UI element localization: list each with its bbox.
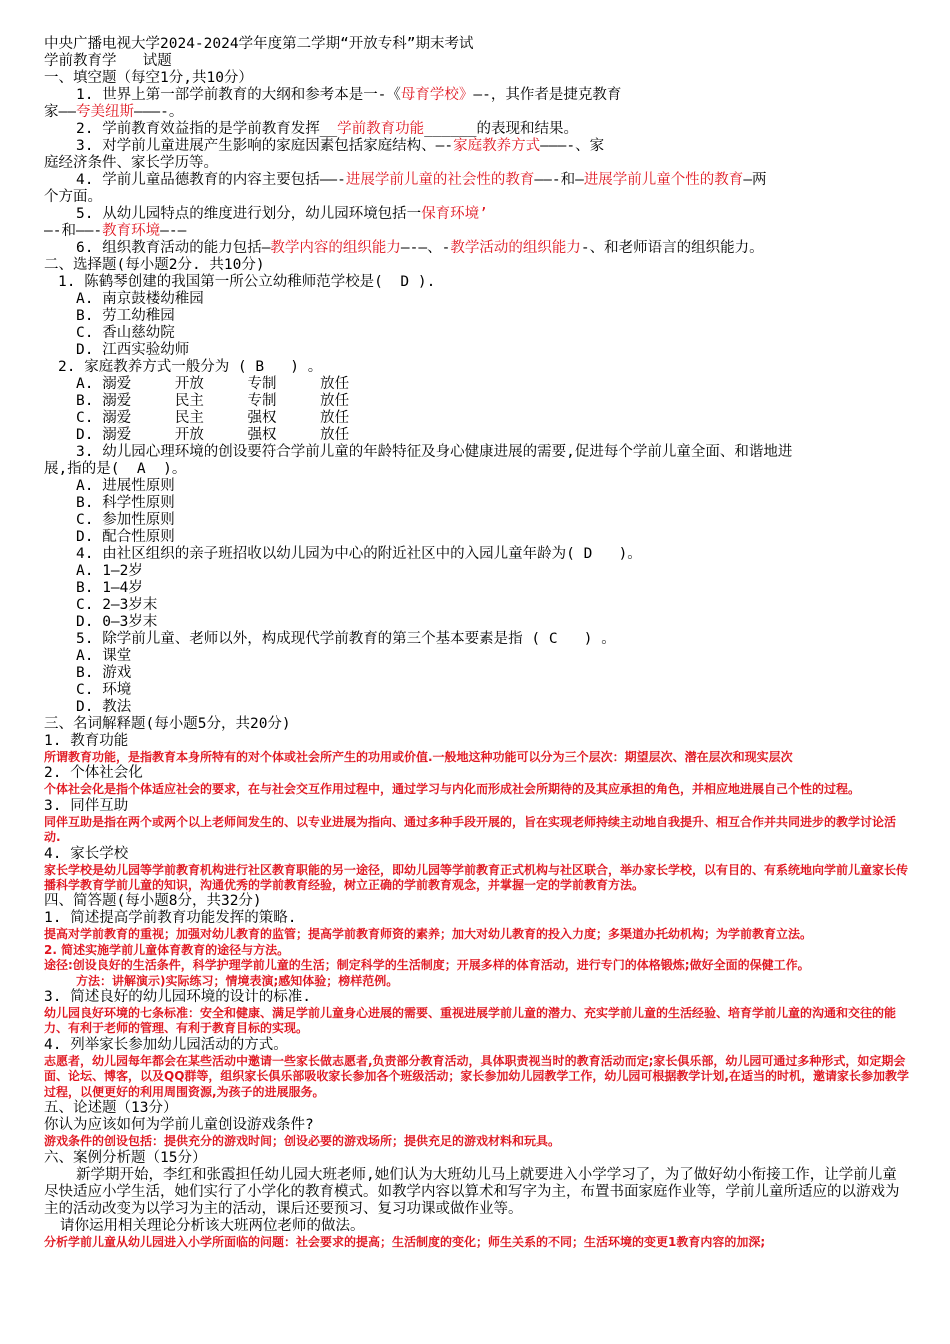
choice-q4: 4. 由社区组织的亲子班招收以幼儿园为中心的附近社区中的入园儿童年龄为( D )。: [76, 546, 642, 562]
case-answer: 分析学前儿童从幼儿园进入小学所面临的问题：社会要求的提高；生活制度的变化；师生关系的不同；生活环境的变更1教育内容的加深;: [44, 1234, 766, 1249]
term-q3: 3. 同伴互助: [44, 797, 129, 814]
choice-q4-option: A. 1—2岁: [76, 563, 143, 579]
choice-q2-option: C. 溺爱 民主 强权 放任: [76, 410, 350, 426]
short-a1: 提高对学前教育的重视；加强对幼儿教育的监管；提高学前教育师资的素养；加大对幼儿教育的投入力度；多渠道办托幼机构；为学前教育立法。: [44, 927, 813, 942]
choice-q4-option: D. 0—3岁末: [76, 614, 158, 630]
choice-q2: 2. 家庭教养方式一般分为 ( B ) 。: [58, 359, 323, 375]
choice-q1-option: B. 劳工幼稚园: [76, 308, 175, 324]
choice-q2-option: B. 溺爱 民主 专制 放任: [76, 393, 350, 409]
term-q2: 2. 个体社会化: [44, 765, 143, 782]
fill-q5-cont: —-和——-教育环境—-—: [44, 223, 187, 239]
short-q2: 2. 简述实施学前儿童体育教育的途径与方法。: [44, 942, 290, 957]
fill-q1: 1. 世界上第一部学前教育的大纲和参考本是一-《母育学校》—-，其作者是捷克教育: [76, 87, 622, 103]
term-a3: 同伴互助是指在两个或两个以上老师间发生的、以专业进展为指向、通过多种手段开展的，旨在实现老师持续主动地自我提升、相互合作并共同进步的教学讨论活动.: [44, 814, 897, 845]
short-a2-methods: 方法：讲解演示)实际练习；情境表演;感知体验；榜样范例。: [76, 973, 399, 988]
short-a4: 志愿者，幼儿园每年都会在某些活动中邀请一些家长做志愿者,负责部分教育活动，具体职责视当时的教育活动而定;家长俱乐部，幼儿园可通过多种形式，如定期会面、论坛、博客，以及QQ群等，组织家长俱乐部吸收家长参加各个班级活动；家长参加幼儿园教学工作，幼儿园可根据教学计划,在适当的时机，邀请家长参加教学过程，以便更好的利用周围资源,为孩子的进展服务。: [44, 1053, 909, 1099]
fill-q2: 2. 学前教育效益指的是学前教育发挥__学前教育功能______的表现和结果。: [76, 121, 579, 137]
choice-q5: 5. 除学前儿童、老师以外，构成现代学前教育的第三个基本要素是指 ( C ) 。: [76, 631, 616, 647]
exam-document: [44, 36, 910, 1250]
choice-q5-option: A. 课堂: [76, 648, 132, 664]
choice-q5-option: C. 环境: [76, 682, 132, 698]
choice-q1: 1. 陈鹤琴创建的我国第一所公立幼稚师范学校是( D ).: [58, 274, 436, 290]
short-q4: 4. 列举家长参加幼儿园活动的方式。: [44, 1036, 288, 1053]
choice-q1-option: C. 香山慈幼院: [76, 325, 175, 341]
choice-q1-option: D. 江西实验幼师: [76, 342, 190, 358]
choice-q3-option: C. 参加性原则: [76, 512, 175, 528]
section-1-title: 一、填空题（每空1分,共10分）: [44, 70, 253, 86]
term-a4: 家长学校是幼儿园等学前教育机构进行社区教育职能的另一途径，即幼儿园等学前教育正式机构与社区联合，举办家长学校，以有目的、有系统地向学前儿童家长传播科学教育学前儿童的知识，沟通优秀的学前教育经验，树立正确的学前教育观念，并掌握一定的学前教育方法。: [44, 862, 909, 893]
short-q3: 3. 简述良好的幼儿园环境的设计的标准.: [44, 989, 311, 1006]
term-q1: 1. 教育功能: [44, 733, 129, 749]
term-q4: 4. 家长学校: [44, 845, 129, 862]
term-a1: 所谓教育功能，是指教育本身所特有的对个体或社会所产生的功用或价值.一般地这种功能可以分为三个层次：期望层次、潜在层次和现实层次: [44, 750, 793, 764]
section-5-title: 五、论述题（13分）: [44, 1100, 178, 1117]
choice-q5-option: B. 游戏: [76, 665, 132, 681]
short-a3: 幼儿园良好环境的七条标准：安全和健康、满足学前儿童身心进展的需要、重视进展学前儿童的潜力、充实学前儿童的生活经验、培育学前儿童的沟通和交往的能力、有利于老师的管理、有利于教育目标的实现。: [44, 1006, 897, 1036]
choice-q1-option: A. 南京鼓楼幼稚园: [76, 291, 204, 307]
choice-q2-option: D. 溺爱 开放 强权 放任: [76, 427, 350, 443]
fill-q1-cont: 家——夸美纽斯———-。: [44, 104, 184, 120]
section-2-title: 二、选择题(每小题2分. 共10分): [44, 257, 265, 273]
choice-q3-option: A. 进展性原则: [76, 478, 175, 494]
choice-q4-option: C. 2—3岁末: [76, 597, 158, 613]
short-a2-ways: 途径:创设良好的生活条件，科学护理学前儿童的生活；制定科学的生活制度；开展多样的体育活动，进行专门的体格锻炼;做好全面的保健工作。: [44, 958, 810, 973]
fill-q6: 6. 组织教育活动的能力包括—教学内容的组织能力—-—、-教学活动的组织能力-、和老师语言的组织能力。: [76, 240, 764, 256]
choice-q3-option: B. 科学性原则: [76, 495, 175, 511]
section-3-title: 三、名词解释题(每小题5分，共20分): [44, 716, 291, 732]
essay-answer: 游戏条件的创设包括：提供充分的游戏时间；创设必要的游戏场所；提供充足的游戏材料和玩具。: [44, 1134, 561, 1149]
choice-q3-option: D. 配合性原则: [76, 529, 175, 545]
exam-subject: 学前教育学 试题: [44, 53, 172, 69]
section-6-title: 六、案例分析题（15分）: [44, 1149, 207, 1166]
fill-q3-cont: 庭经济条件、家长学历等。: [44, 155, 218, 171]
essay-question: 你认为应该如何为学前儿童创设游戏条件?: [44, 1117, 314, 1134]
choice-q3-cont: 展,指的是( A )。: [44, 461, 187, 477]
short-q1: 1. 简述提高学前教育功能发挥的策略.: [44, 910, 297, 927]
choice-q4-option: B. 1—4岁: [76, 580, 143, 596]
fill-q5: 5. 从幼儿园特点的维度进行划分，幼儿园环境包括一保育环境’: [76, 206, 488, 222]
fill-q4-cont: 个方面。: [44, 189, 102, 205]
choice-q2-option: A. 溺爱 开放 专制 放任: [76, 376, 350, 392]
choice-q3: 3. 幼儿园心理环境的创设要符合学前儿童的年龄特征及身心健康进展的需要,促进每个学前儿童全面、和谐地进: [76, 444, 793, 460]
section-4-title: 四、简答题(每小题8分，共32分): [44, 893, 262, 910]
fill-q4: 4. 学前儿童品德教育的内容主要包括——-进展学前儿童的社会性的教育——-和—进展学前儿童个性的教育—两: [76, 172, 767, 188]
term-a2: 个体社会化是指个体适应社会的要求，在与社会交互作用过程中，通过学习与内化而形成社会所期待的及其应承担的角色，并相应地进展自己个性的过程。: [44, 782, 861, 797]
choice-q5-option: D. 教法: [76, 699, 132, 715]
case-question: 请你运用相关理论分析该大班两位老师的做法。: [60, 1217, 365, 1234]
exam-title: 中央广播电视大学2024-2024学年度第二学期“开放专科”期末考试: [44, 36, 474, 52]
case-description: 新学期开始，李红和张霞担任幼儿园大班老师,她们认为大班幼儿马上就要进入小学学习了，为了做好幼小衔接工作，让学前儿童尽快适应小学生活，她们实行了小学化的教育模式。如教学内容以算术和写字为主，布置书面家庭作业等，学前儿童所适应的以游戏为主的活动改变为以学习为主的活动，课后还要预习、复习功课或做作业等。: [44, 1166, 900, 1217]
fill-q3: 3. 对学前儿童进展产生影响的家庭因素包括家庭结构、—-家庭教养方式———-、家: [76, 138, 605, 154]
